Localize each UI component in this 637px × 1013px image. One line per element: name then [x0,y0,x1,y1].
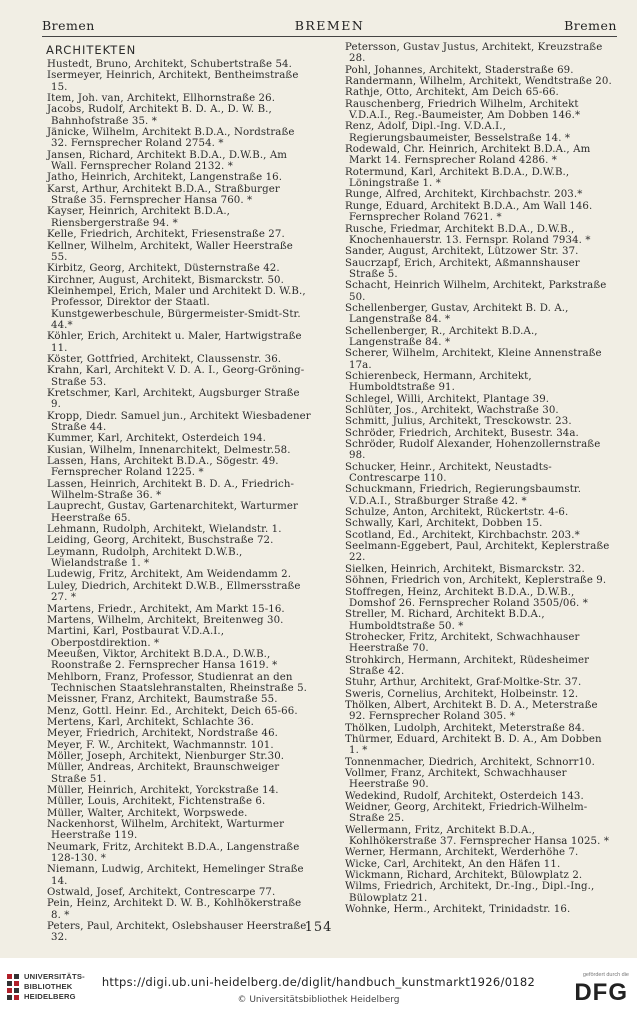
directory-entry: Schlüter, Jos., Architekt, Wachstraße 30. [345,405,559,416]
directory-entry: Nackenhorst, Wilhelm, Architekt, Warturmer Heerstraße 119. [47,819,285,842]
source-url-link[interactable]: https://digi.ub.uni-heidelberg.de/diglit/handbuch_kunstmarkt1926/0182 [101,975,536,989]
directory-entry: Köster, Gottfried, Architekt, Claussenstr. 36. [47,353,282,365]
directory-entry: Ludewig, Fritz, Architekt, Am Weidendamm 2. [47,569,292,581]
directory-entry: Müller, Andreas, Architekt, Braunschweiger Straße 51. [47,762,280,785]
directory-entry: Schellenberger, Gustav, Architekt B. D. A., Langenstraße 84. * [345,302,569,326]
directory-entry: Lauprecht, Gustav, Gartenarchitekt, Warturmer Heerstraße 65. [47,501,298,524]
directory-entry: Kleinhempel, Erich, Maler und Architekt D. W.B., Professor, Direktor der Staatl. Kunstgewerbeschule, Bürgermeister-Smidt-Str. 44.* [47,285,306,331]
directory-entry: Kropp, Diedr. Samuel jun., Architekt Wiesbadener Straße 44. [47,410,311,433]
directory-entry: Sweris, Cornelius, Architekt, Holbeinstr. 12. [345,688,579,700]
directory-entry: Rauschenberg, Friedrich Wilhelm, Architekt V.D.A.I., Reg.-Baumeister, Am Dobben 146.* [345,98,581,122]
directory-entry: Runge, Alfred, Architekt, Kirchbachstr. 203.* [345,189,583,201]
directory-entry: Neumark, Fritz, Architekt B.D.A., Langenstraße 128-130. * [47,841,300,865]
left-column [47,42,312,944]
directory-entry: Randermann, Wilhelm, Architekt, Wendtstraße 20. [345,76,612,88]
directory-entry: Wilms, Friedrich, Architekt, Dr.-Ing., Dipl.-Ing., Bülowplatz 21. [345,881,595,904]
right-column [345,42,613,915]
running-head-right: Bremen [564,18,617,33]
directory-entry: Strohecker, Fritz, Architekt, Schwachhauser Heerstraße 70. [345,631,580,655]
directory-entry: Thölken, Albert, Architekt B. D. A., Meterstraße 92. Fernsprecher Roland 305. * [345,699,598,723]
directory-entry: Martens, Friedr., Architekt, Am Markt 15-16. [47,603,285,615]
directory-entry: Kummer, Karl, Architekt, Osterdeich 194. [47,433,266,445]
directory-entry: Meyer, Friedrich, Architekt, Nordstraße 46. [47,728,278,740]
directory-entry: Schwally, Karl, Architekt, Dobben 15. [345,518,543,530]
directory-entry: Meeußen, Viktor, Architekt B.D.A., D.W.B., Roonstraße 2. Fernsprecher Hansa 1619. * [47,648,278,672]
directory-entry: Jansen, Richard, Architekt B.D.A., D.W.B., Am Wall. Fernsprecher Roland 2132. * [47,149,288,173]
running-head-left: Bremen [42,18,95,33]
directory-entry: Karst, Arthur, Architekt B.D.A., Straßburger Straße 35. Fernsprecher Hansa 760. * [47,183,280,207]
directory-entry: Mertens, Karl, Architekt, Schlachte 36. [47,716,254,728]
directory-entry: Werner, Hermann, Architekt, Werderhöhe 7. [345,847,579,859]
directory-entry: Saucrzapf, Erich, Architekt, Aßmannshauser Straße 5. [345,257,580,280]
directory-entry: Sielken, Heinrich, Architekt, Bismarckstr. 32. [345,563,585,575]
directory-entry: Wedekind, Rudolf, Architekt, Osterdeich 143. [345,790,584,802]
directory-entry: Menz, Gottl. Heinr. Ed., Architekt, Deich 65-66. [47,705,298,717]
directory-entry: Schröder, Friedrich, Architekt, Busestr. 34a. [345,427,579,439]
directory-entry: Isermeyer, Heinrich, Architekt, Bentheimstraße 15. [47,70,299,93]
directory-entry: Rotermund, Karl, Architekt B.D.A., D.W.B., Löningstraße 1. * [345,166,570,190]
directory-entry: Ostwald, Josef, Architekt, Contrescarpe 77. [47,887,276,899]
directory-entry: Runge, Eduard, Architekt B.D.A., Am Wall 146. Fernsprecher Roland 7621. * [345,200,593,224]
directory-entry: Kretschmer, Karl, Architekt, Augsburger Straße 9. [47,387,300,411]
directory-entry: Jatho, Heinrich, Architekt, Langenstraße 16. [47,172,283,184]
directory-entry: Martens, Wilhelm, Architekt, Breitenweg 30. [47,614,284,626]
directory-entry: Tonnenmacher, Diedrich, Architekt, Schnorr10. [345,756,595,768]
directory-entry: Stoffregen, Heinz, Architekt B.D.A., D.W.B., Domshof 26. Fernsprecher Roland 3505/06. * [345,586,588,609]
directory-entry: Martini, Karl, Postbaurat V.D.A.I., Oberpostdirektion. * [47,626,225,649]
directory-entry: Lehmann, Rudolph, Architekt, Wielandstr. 1. [47,524,282,536]
directory-entry: Kirbitz, Georg, Architekt, Düsternstraße 42. [47,263,280,275]
directory-entry: Scherer, Wilhelm, Architekt, Kleine Annenstraße 17a. [345,348,602,371]
directory-entry: Schellenberger, R., Architekt B.D.A., Langenstraße 84. * [345,325,538,348]
directory-entry: Kirchner, August, Architekt, Bismarckstr. 50. [47,274,284,286]
directory-entry: Vollmer, Franz, Architekt, Schwachhauser Heerstraße 90. [345,768,567,791]
dfg-logo: DFG [574,979,628,1006]
directory-entry: Schulze, Anton, Architekt, Rückertstr. 4-6. [345,507,569,519]
directory-entry: Söhnen, Friedrich von, Architekt, Keplerstraße 9. [345,575,607,587]
running-head-center: BREMEN [294,18,365,33]
directory-entry: Müller, Walter, Architekt, Worpswede. [47,807,248,819]
directory-entry: Krahn, Karl, Architekt V. D. A. I., Georg-Gröning-Straße 53. [47,365,305,388]
header-rule [42,36,617,37]
directory-entry: Wicke, Carl, Architekt, An den Häfen 11. [345,858,561,870]
directory-entry: Thürmer, Eduard, Architekt B. D. A., Am Dobben 1. * [345,733,602,757]
directory-entry: Kayser, Heinrich, Architekt B.D.A., Riensbergerstraße 94. * [47,206,231,229]
directory-entry: Renz, Adolf, Dipl.-Ing. V.D.A.I., Regierungsbaumeister, Besselstraße 14. * [345,121,571,144]
directory-entry: Schmitt, Julius, Architekt, Tresckowstr. 23. [345,416,572,428]
section-heading: ARCHITEKTEN [46,43,137,57]
directory-entry: Wellermann, Fritz, Architekt B.D.A., Kohlhökerstraße 37. Fernsprecher Hansa 1025. * [345,824,610,848]
directory-entry: Kelle, Friedrich, Architekt, Friesenstraße 27. [47,229,285,241]
directory-entry: Pohl, Johannes, Architekt, Staderstraße 69. [345,64,574,76]
directory-entry: Kusian, Wilhelm, Innenarchitekt, Delmestr.58. [47,444,291,456]
directory-entry: Jacobs, Rudolf, Architekt B. D. A., D. W. B., Bahnhofstraße 35. * [47,104,272,127]
directory-entry: Sander, August, Architekt, Lützower Str. 37. [345,246,579,258]
directory-entry: Meissner, Franz, Architekt, Baumstraße 55. [47,694,278,706]
directory-entry: Weidner, Georg, Architekt, Friedrich-Wilhelm-Straße 25. [345,802,588,825]
directory-entry: Rusche, Friedmar, Architekt B.D.A., D.W.B., Knochenhauerstr. 13. Fernspr. Roland 7934. * [345,223,591,246]
directory-entry: Thölken, Ludolph, Architekt, Meterstraße 84. [345,722,585,734]
copyright-notice: © Universitätsbibliothek Heidelberg [237,995,400,1005]
running-head [42,18,617,36]
directory-entry: Schacht, Heinrich Wilhelm, Architekt, Parkstraße 50. [345,280,607,303]
directory-entry: Scotland, Ed., Architekt, Kirchbachstr. 203.* [345,529,580,541]
directory-entry: Seelmann-Eggebert, Paul, Architekt, Keplerstraße 22. [345,541,610,564]
directory-entry: Hustedt, Bruno, Architekt, Schubertstraße 54. [47,59,292,70]
directory-entry: Item, Joh. van, Architekt, Ellhornstraße 26. [47,93,276,105]
directory-entry: Stuhr, Arthur, Architekt, Graf-Moltke-Str. 37. [345,677,582,689]
page-number: 154 [304,920,333,935]
funder-note: gefördert durch die [582,972,629,978]
directory-entry: Streller, M. Richard, Architekt B.D.A., Humboldtstraße 50. * [345,609,545,632]
directory-entry: Kellner, Wilhelm, Architekt, Waller Heerstraße 55. [47,240,293,263]
directory-entry: Schierenbeck, Hermann, Architekt, Humboldtstraße 91. [345,370,532,394]
directory-entry: Mehlborn, Franz, Professor, Studienrat an den Technischen Staatslehranstalten, Rheinstraße 5. [47,671,307,694]
directory-entry: Meyer, F. W., Architekt, Wachmannstr. 101. [47,739,274,751]
directory-entry: Müller, Louis, Architekt, Fichtenstraße 6. [47,796,266,808]
directory-entry: Rathje, Otto, Architekt, Am Deich 65-66. [345,87,559,99]
directory-entry: Pein, Heinz, Architekt D. W. B., Kohlhökerstraße 8. * [47,898,302,921]
directory-entry: Leymann, Rudolph, Architekt D.W.B., Wielandstraße 1. * [47,546,243,570]
directory-entry: Möller, Joseph, Architekt, Nienburger Str.30. [47,750,285,762]
directory-entry: Wickmann, Richard, Architekt, Bülowplatz 2. [345,870,583,882]
directory-entry: Schlegel, Willi, Architekt, Plantage 39. [345,393,550,405]
directory-entry: Leiding, Georg, Architekt, Buschstraße 72. [47,535,274,547]
library-name: UNIVERSITÄTS- BIBLIOTHEK HEIDELBERG [24,972,85,1001]
directory-entry: Schucker, Heinr., Architekt, Neustadts-Contrescarpe 110. [345,461,552,485]
directory-entry: Lassen, Hans, Architekt B.D.A., Sögestr. 49. Fernsprecher Roland 1225. * [47,456,279,479]
directory-entry: Lassen, Heinrich, Architekt B. D. A., Friedrich-Wilhelm-Straße 36. * [47,478,295,502]
directory-entry: Niemann, Ludwig, Architekt, Hemelinger Straße 14. [47,864,304,887]
directory-entry: Luley, Diedrich, Architekt D.W.B., Ellmersstraße 27. * [47,580,301,604]
directory-entry: Rodewald, Chr. Heinrich, Architekt B.D.A., Am Markt 14. Fernsprecher Roland 4286. * [345,144,591,167]
directory-entry: Strohkirch, Hermann, Architekt, Rüdesheimer Straße 42. [345,654,590,677]
directory-entry: Schuckmann, Friedrich, Regierungsbaumstr. V.D.A.I., Straßburger Straße 42. * [345,484,582,507]
directory-entry: Petersson, Gustav Justus, Architekt, Kreuzstraße 28. [345,42,603,65]
directory-entry: Jänicke, Wilhelm, Architekt B.D.A., Nordstraße 32. Fernsprecher Roland 2754. * [47,127,295,150]
directory-entry: Wohnke, Herm., Architekt, Trinidadstr. 16. [345,904,571,916]
directory-entry: Köhler, Erich, Architekt u. Maler, Hartwigstraße 11. [47,331,302,354]
directory-entry: Müller, Heinrich, Architekt, Yorckstraße 14. [47,785,279,796]
directory-entry: Peters, Paul, Architekt, Oslebshauser Heerstraße 32. [47,921,307,944]
directory-entry: Schröder, Rudolf Alexander, Hohenzollernstraße 98. [345,439,601,462]
